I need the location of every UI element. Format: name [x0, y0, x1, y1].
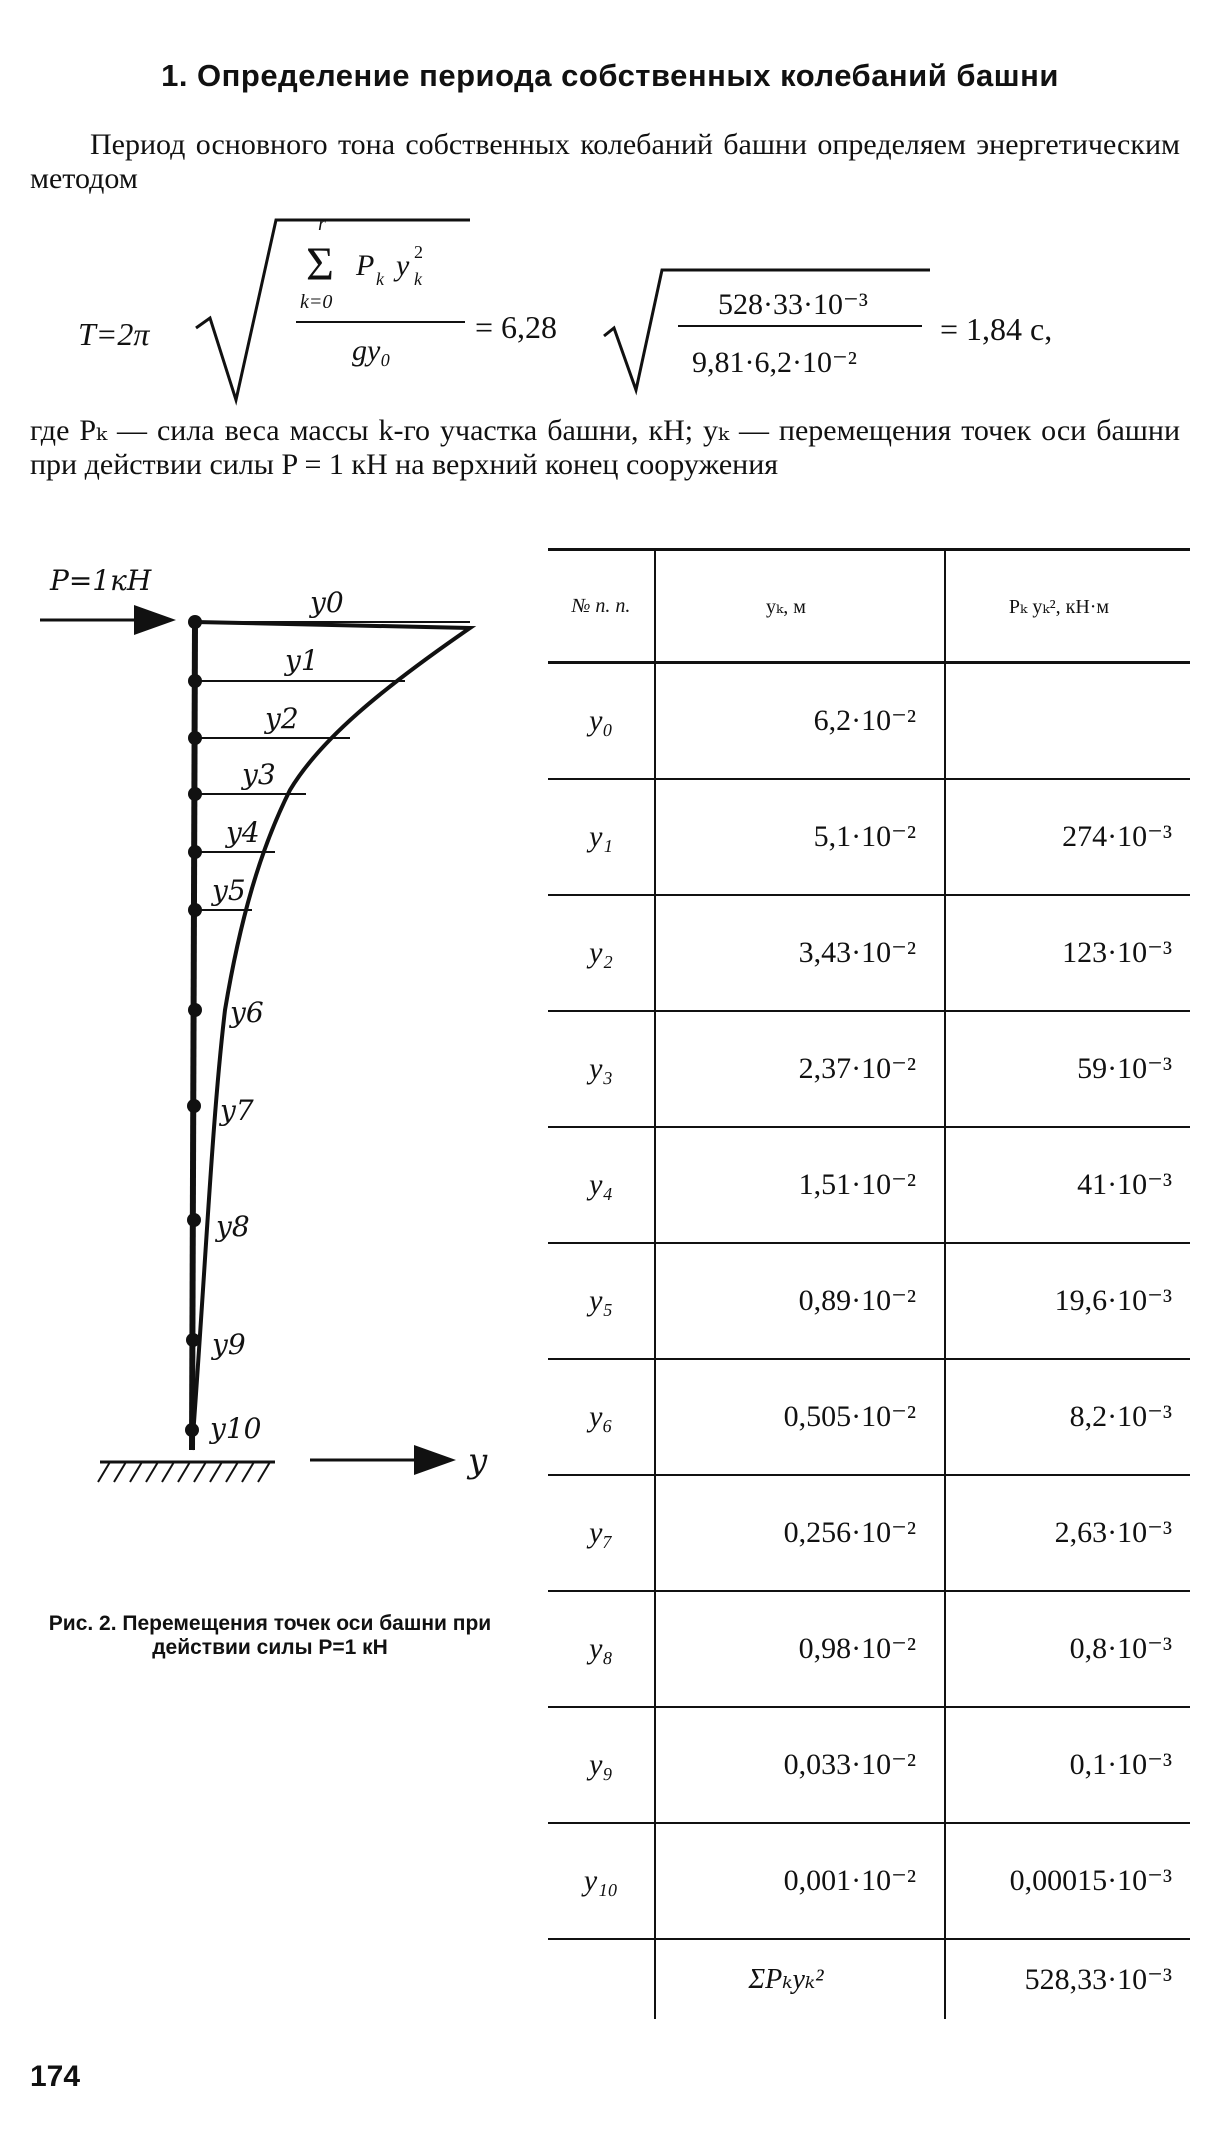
- deflection-curve: [192, 622, 470, 1450]
- sum-term-y: y: [396, 249, 410, 282]
- label-y8: y8: [216, 1210, 250, 1243]
- table-row: [548, 1591, 1190, 1707]
- label-y5: y5: [212, 874, 246, 907]
- label-y10: y10: [210, 1412, 262, 1445]
- where-text: где Pₖ — сила веса массы k-го участка башни, кН; yₖ — перемещения точек оси башни при действии силы P = 1 кН на верхний конец сооружения: [30, 414, 1180, 481]
- label-y4: y4: [226, 816, 260, 849]
- row-pk: 2,63·10⁻³: [945, 1475, 1190, 1591]
- table-header-row: [548, 550, 1190, 663]
- force-label: P=1кН: [50, 564, 152, 597]
- table-row: [548, 895, 1190, 1011]
- equals-1: = 6,28: [475, 309, 558, 345]
- row-label: y₈: [589, 1631, 613, 1665]
- formula-result: = 1,84 с,: [940, 311, 1053, 347]
- table-row: [548, 663, 1190, 779]
- row-label: y₂: [589, 935, 613, 969]
- table-row: [548, 1243, 1190, 1359]
- row-pk: 19,6·10⁻³: [945, 1243, 1190, 1359]
- row-label: y₃: [589, 1051, 613, 1085]
- numerator-2: 528·33·10⁻³: [718, 288, 868, 321]
- row-pk: 59·10⁻³: [945, 1011, 1190, 1127]
- y-axis-label: y: [468, 1441, 488, 1481]
- displacement-table: [548, 548, 1190, 2019]
- period-formula: [0, 210, 1222, 410]
- sum-value: 528,33·10⁻³: [945, 1939, 1190, 2019]
- section-heading: 1. Определение периода собственных колебаний башни: [161, 58, 1059, 93]
- row-label: y₇: [589, 1515, 613, 1549]
- row-label: y₄: [589, 1167, 613, 1201]
- row-label: y₀: [589, 703, 613, 737]
- row-yk: 2,37·10⁻²: [655, 1011, 945, 1127]
- row-label: y₆: [589, 1399, 613, 1433]
- formula-lhs: T=2π: [78, 316, 150, 352]
- row-pk: 274·10⁻³: [945, 779, 1190, 895]
- table-row: [548, 1359, 1190, 1475]
- table-row: [548, 1011, 1190, 1127]
- sum-term-sup: 2: [414, 242, 423, 262]
- row-yk: 0,256·10⁻²: [655, 1475, 945, 1591]
- table-sum-row: [548, 1939, 1190, 2019]
- row-yk: 0,001·10⁻²: [655, 1823, 945, 1939]
- sum-term: P: [356, 249, 375, 282]
- row-yk: 3,43·10⁻²: [655, 895, 945, 1011]
- sum-upper: r: [318, 213, 326, 235]
- row-yk: 0,98·10⁻²: [655, 1591, 945, 1707]
- sum-symbol: Σ: [306, 238, 334, 291]
- label-y1: y1: [285, 644, 319, 677]
- displacement-lines: [195, 622, 470, 910]
- tower-axis: [192, 622, 195, 1450]
- row-pk: 0,8·10⁻³: [945, 1591, 1190, 1707]
- table-row: [548, 1127, 1190, 1243]
- label-y7: y7: [220, 1094, 254, 1127]
- label-y2: y2: [265, 702, 299, 735]
- header-pk: Pₖ yₖ², кН·м: [945, 550, 1190, 663]
- where-paragraph: [30, 414, 1180, 482]
- label-y9: y9: [212, 1328, 246, 1361]
- denominator-1: gy₀: [352, 334, 391, 367]
- row-pk: [945, 663, 1190, 779]
- intro-paragraph: [30, 128, 1180, 196]
- ground-hatch: [98, 1462, 270, 1482]
- page-number: 174: [30, 2060, 81, 2093]
- row-yk: 6,2·10⁻²: [655, 663, 945, 779]
- row-yk: 0,505·10⁻²: [655, 1359, 945, 1475]
- table-row: [548, 1707, 1190, 1823]
- label-y6: y6: [230, 996, 264, 1029]
- sum-term-y-sub: k: [414, 269, 422, 289]
- row-pk: 0,1·10⁻³: [945, 1707, 1190, 1823]
- sum-term-sub: k: [376, 269, 384, 289]
- label-y3: y3: [242, 758, 276, 791]
- row-yk: 1,51·10⁻²: [655, 1127, 945, 1243]
- row-yk: 0,89·10⁻²: [655, 1243, 945, 1359]
- table-row: [548, 1475, 1190, 1591]
- row-pk: 123·10⁻³: [945, 895, 1190, 1011]
- header-yk: yₖ, м: [655, 550, 945, 663]
- sum-lower: k=0: [300, 291, 333, 313]
- row-label: y₉: [589, 1747, 613, 1781]
- row-yk: 5,1·10⁻²: [655, 779, 945, 895]
- displacement-figure: [20, 560, 520, 1560]
- row-pk: 8,2·10⁻³: [945, 1359, 1190, 1475]
- row-label: y₅: [589, 1283, 613, 1317]
- sum-label: ΣPₖyₖ²: [655, 1939, 945, 2019]
- label-y0: y0: [310, 586, 344, 619]
- denominator-2: 9,81·6,2·10⁻²: [692, 346, 857, 379]
- row-label: y₁: [589, 819, 613, 853]
- header-number: № п. п.: [571, 595, 631, 617]
- row-pk: 0,00015·10⁻³: [945, 1823, 1190, 1939]
- sum-empty-cell: [548, 1939, 655, 2019]
- table-row: [548, 1823, 1190, 1939]
- row-pk: 41·10⁻³: [945, 1127, 1190, 1243]
- intro-text: Период основного тона собственных колебаний башни определяем энергетическим методом: [30, 128, 1180, 195]
- figure-caption: Рис. 2. Перемещения точек оси башни при действии силы P=1 кН: [48, 1612, 492, 1659]
- row-yk: 0,033·10⁻²: [655, 1707, 945, 1823]
- table-row: [548, 779, 1190, 895]
- row-label: y₁₀: [583, 1863, 619, 1897]
